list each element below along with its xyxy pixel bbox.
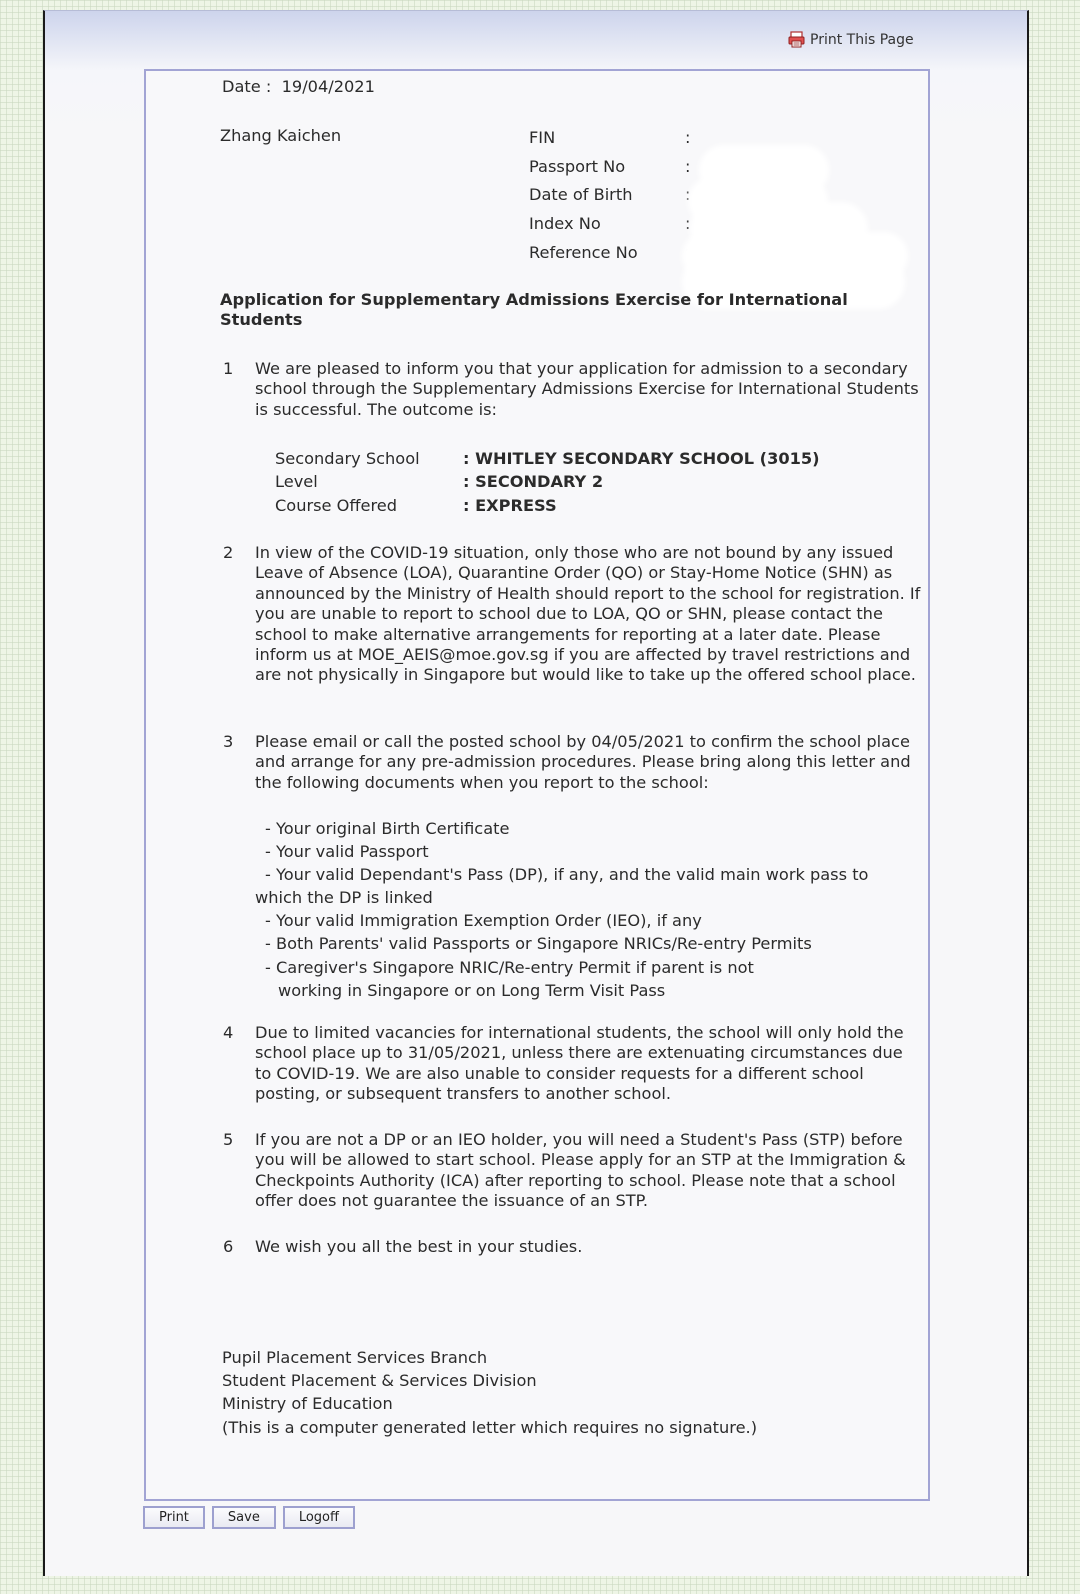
outcome-table bbox=[275, 447, 820, 517]
id-row-dob bbox=[529, 185, 705, 214]
signoff-line: Student Placement & Services Division bbox=[222, 1371, 537, 1391]
id-colon: : bbox=[685, 156, 691, 176]
id-label: Reference No bbox=[529, 242, 638, 262]
student-name: Zhang Kaichen bbox=[220, 126, 342, 145]
paragraph-text: Due to limited vacancies for international students, the school will only hold the school place up to 31/05/2021, unless there are extenuating circumstances due to COVID-19. We are also unable to consider requests for a different school posting, or subsequent transfers to another school. bbox=[255, 1023, 904, 1104]
list-item: which the DP is linked bbox=[255, 888, 433, 908]
list-item: - Your original Birth Certificate bbox=[265, 819, 510, 838]
signoff-block bbox=[222, 1346, 757, 1439]
signoff-line: Ministry of Education bbox=[222, 1394, 393, 1414]
paragraph-2 bbox=[223, 543, 923, 686]
date-label: Date : bbox=[222, 77, 272, 96]
letter-panel bbox=[144, 69, 930, 1501]
id-label: FIN bbox=[529, 128, 556, 147]
page-frame bbox=[43, 10, 1029, 1576]
list-item: - Your valid Passport bbox=[265, 842, 429, 862]
outcome-label: Level bbox=[275, 472, 318, 492]
id-colon: : bbox=[685, 185, 691, 205]
printer-icon bbox=[788, 31, 805, 48]
action-buttons bbox=[143, 1506, 355, 1529]
id-colon: : bbox=[685, 128, 691, 147]
outcome-value: : SECONDARY 2 bbox=[463, 472, 604, 492]
outcome-value: : EXPRESS bbox=[463, 495, 557, 515]
paragraph-number: 5 bbox=[223, 1130, 234, 1149]
outcome-value: : WHITLEY SECONDARY SCHOOL (3015) bbox=[463, 449, 820, 468]
id-label: Date of Birth bbox=[529, 185, 633, 205]
list-item: - Your valid Dependant's Pass (DP), if any, and the valid main work pass to bbox=[265, 865, 869, 885]
paragraph-number: 3 bbox=[223, 732, 234, 751]
print-this-page-label[interactable]: Print This Page bbox=[810, 31, 914, 48]
id-row-fin bbox=[529, 128, 705, 157]
paragraph-text: Please email or call the posted school by 04/05/2021 to confirm the school place and arrange for any pre-admission procedures. Please bring along this letter and the following documents when you report to the school: bbox=[255, 732, 911, 792]
list-item: - Caregiver's Singapore NRIC/Re-entry Permit if parent is not bbox=[265, 957, 754, 977]
id-label: Index No bbox=[529, 214, 601, 234]
paragraph-text: We wish you all the best in your studies. bbox=[255, 1237, 583, 1256]
signoff-line: Pupil Placement Services Branch bbox=[222, 1348, 488, 1367]
id-label: Passport No bbox=[529, 156, 626, 176]
paragraph-number: 6 bbox=[223, 1237, 234, 1256]
save-button[interactable]: Save bbox=[212, 1506, 276, 1529]
paragraph-number: 1 bbox=[223, 359, 234, 378]
paragraph-number: 2 bbox=[223, 543, 234, 562]
logoff-button[interactable]: Logoff bbox=[283, 1506, 355, 1529]
id-row-index bbox=[529, 214, 705, 243]
id-details-table bbox=[529, 128, 705, 271]
outcome-row-course bbox=[275, 494, 820, 517]
id-row-passport bbox=[529, 157, 705, 186]
outcome-row-level bbox=[275, 470, 820, 493]
id-colon: : bbox=[685, 214, 691, 234]
paragraph-6 bbox=[223, 1237, 923, 1257]
paragraph-text: If you are not a DP or an IEO holder, you will need a Student's Pass (STP) before you will be allowed to start school. Please apply for an STP at the Immigration & Checkpoints Authority (ICA) after reporting to school. Please note that a school offer does not guarantee the issuance of an STP. bbox=[255, 1130, 906, 1211]
paragraph-text: In view of the COVID-19 situation, only those who are not bound by any issued Leave of Absence (LOA), Quarantine Order (QO) or Stay-Home Notice (SHN) as announced by the Ministry of Health should report to the school for registration. If you are unable to report to school due to LOA, QO or SHN, please contact the school to make alternative arrangements for reporting at a later date. Please inform us at MOE_AEIS@moe.gov.sg if you are affected by travel restrictions and are not physically in Singapore but would like to take up the offered school place. bbox=[255, 543, 921, 685]
signoff-line: (This is a computer generated letter which requires no signature.) bbox=[222, 1417, 758, 1437]
list-item: - Both Parents' valid Passports or Singapore NRICs/Re-entry Permits bbox=[265, 934, 812, 954]
print-button[interactable]: Print bbox=[143, 1506, 205, 1529]
outcome-label: Secondary School bbox=[275, 449, 420, 468]
paragraph-number: 4 bbox=[223, 1023, 234, 1042]
print-this-page-link[interactable] bbox=[788, 31, 914, 48]
outcome-row-school bbox=[275, 447, 820, 470]
letter-date bbox=[222, 77, 375, 98]
paragraph-3 bbox=[223, 732, 923, 793]
paragraph-4 bbox=[223, 1023, 923, 1105]
documents-list bbox=[255, 817, 915, 1002]
list-item: working in Singapore or on Long Term Visit Pass bbox=[278, 980, 666, 1000]
letter-subject: Application for Supplementary Admissions Exercise for International Students bbox=[220, 290, 848, 329]
date-value: 19/04/2021 bbox=[281, 77, 375, 96]
paragraph-text: We are pleased to inform you that your application for admission to a secondary school through the Supplementary Admissions Exercise for International Students is successful. The outcome is: bbox=[255, 359, 919, 419]
paragraph-1 bbox=[223, 359, 923, 420]
outcome-label: Course Offered bbox=[275, 495, 398, 515]
list-item: - Your valid Immigration Exemption Order (IEO), if any bbox=[265, 911, 702, 931]
paragraph-5 bbox=[223, 1130, 923, 1212]
id-row-reference bbox=[529, 243, 705, 272]
